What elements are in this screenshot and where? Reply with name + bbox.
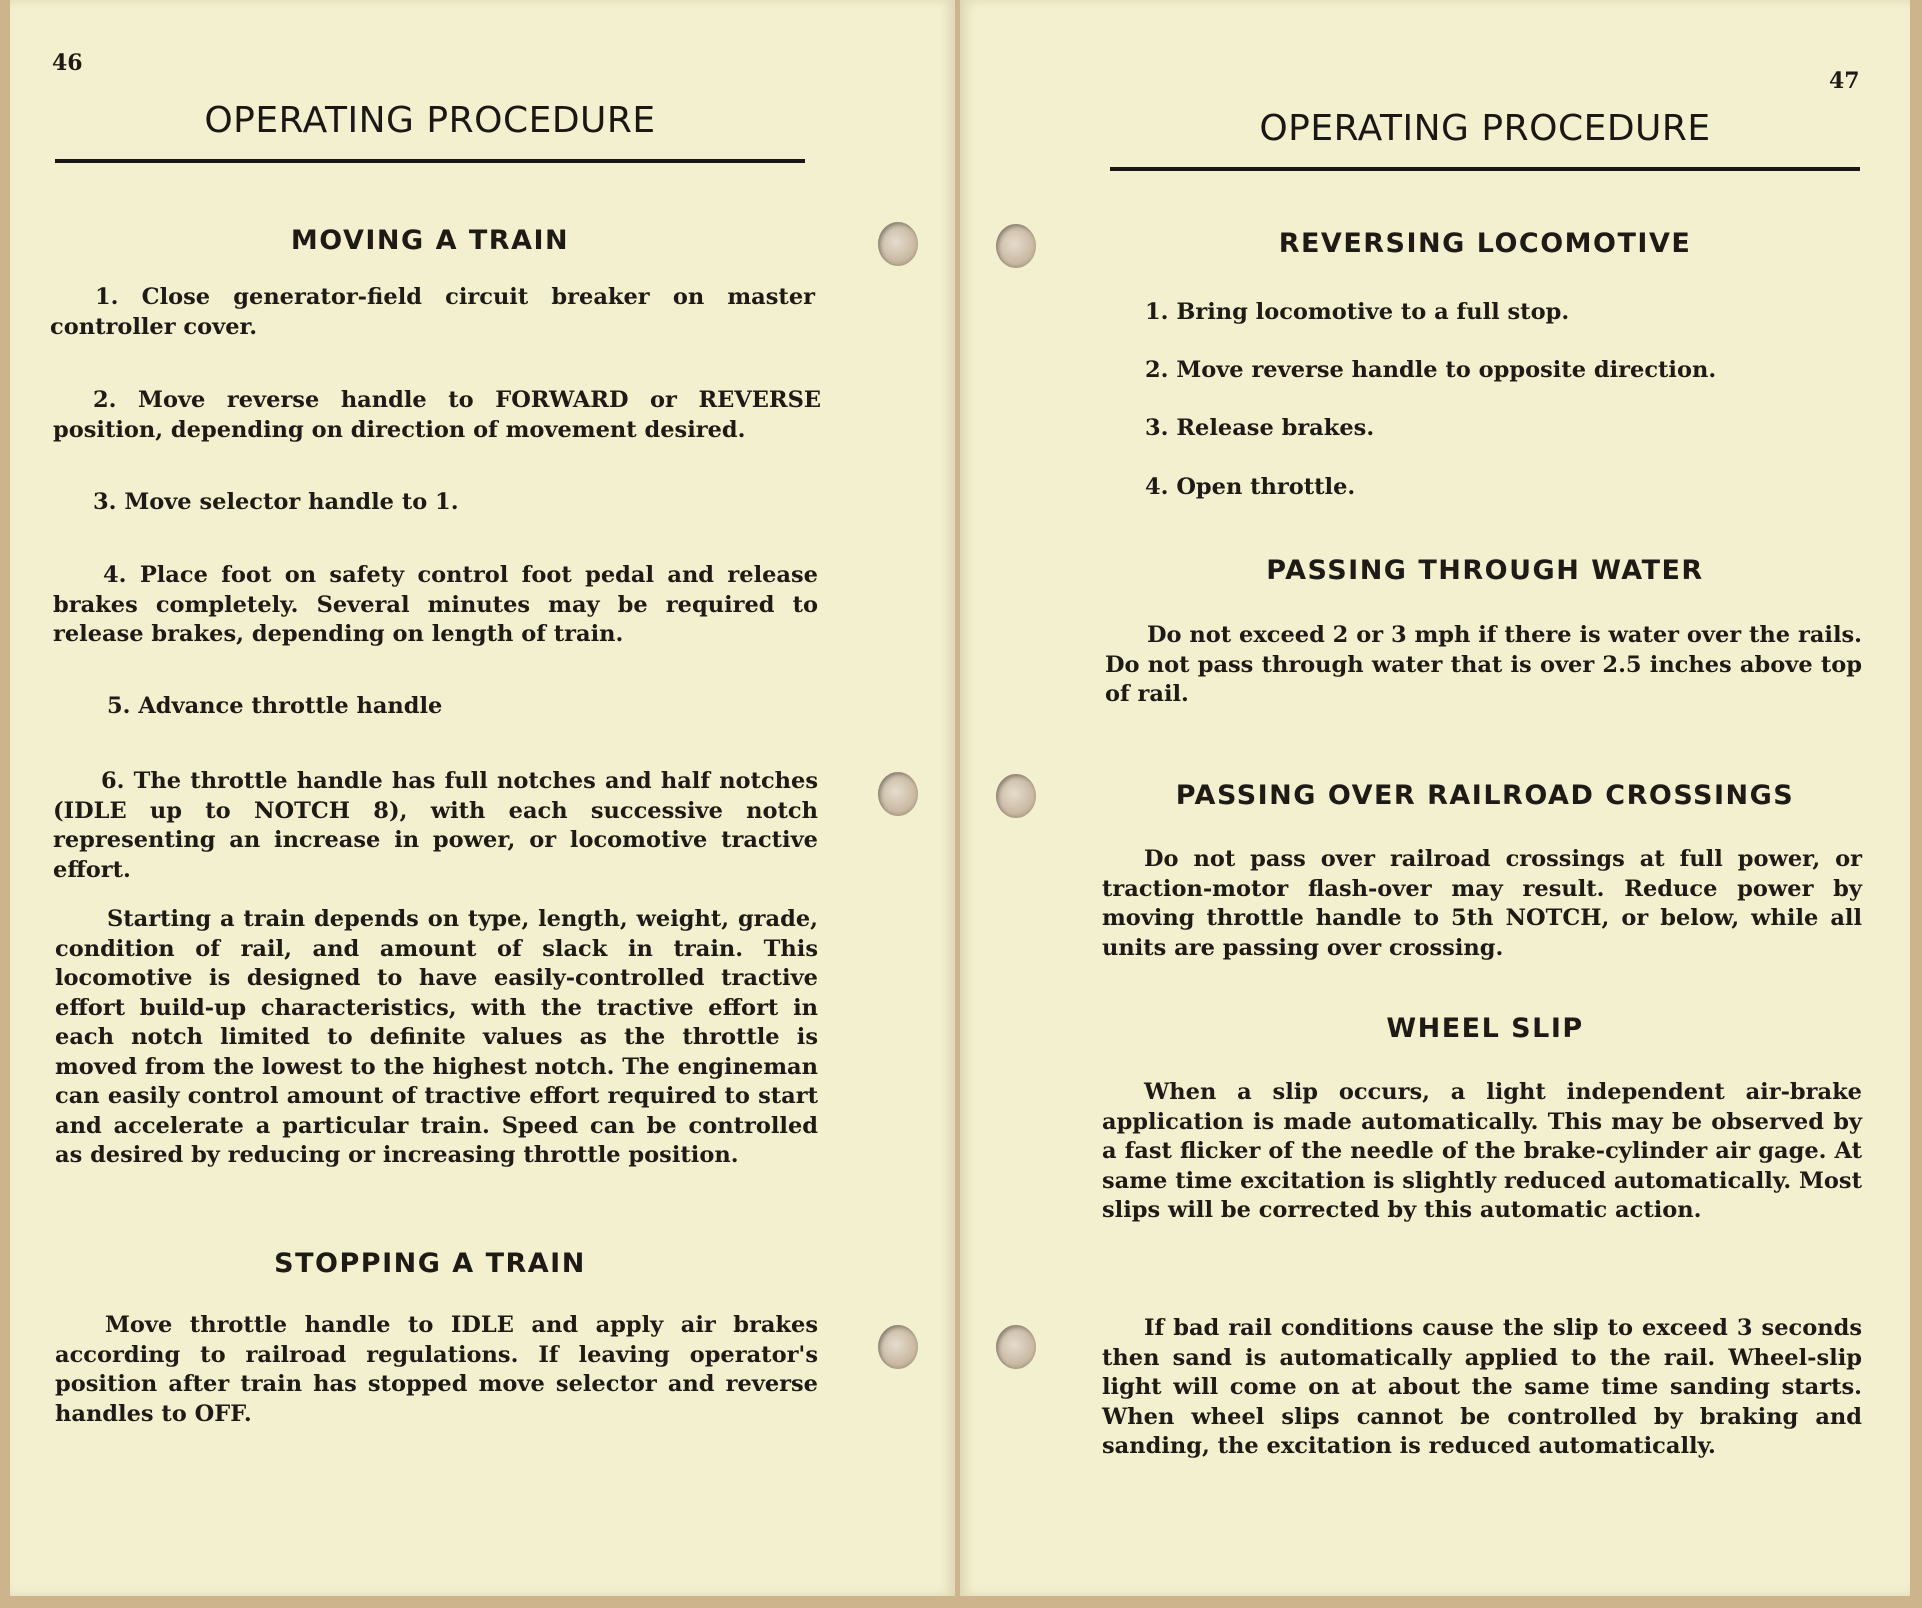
page-number: 46 — [52, 50, 83, 76]
reversing-step-3: 3. Release brakes. — [1145, 415, 1375, 441]
header-rule — [1110, 167, 1860, 171]
page-number: 47 — [1829, 68, 1860, 94]
section-title-wheel-slip: WHEEL SLIP — [1386, 1013, 1584, 1044]
right-page — [960, 0, 1910, 1596]
crossings-paragraph: Do not pass over railroad crossings at full power, or traction-motor flash-over may result. Reduce power by moving throttle handle to 5th NOTCH, or below, while all units are passing over crossing. — [1102, 846, 1862, 961]
moving-paragraph: Starting a train depends on type, length, weight, grade, condition of rail, and amount of slack in train. This locomotive is designed to have easily-controlled tractive effort build-up characteristics, with the tractive effort in each notch limited to definite values as the throttle is moved from the lowest to the highest notch. The engineman can easily control amount of tractive effort required to start and accelerate a particular train. Speed can be controlled as desired by reducing or increasing throttle position. — [55, 906, 818, 1168]
page-header — [55, 100, 805, 163]
stopping-paragraph: Move throttle handle to IDLE and apply air brakes according to railroad regulations. If leaving operator's position after train has stopped move selector and reverse handles to OFF. — [55, 1312, 818, 1427]
section-title-reversing-locomotive: REVERSING LOCOMOTIVE — [1278, 228, 1692, 259]
reversing-step-1: 1. Bring locomotive to a full stop. — [1145, 299, 1570, 325]
binder-hole — [878, 1325, 918, 1369]
header-rule — [55, 159, 805, 163]
step-3: 3. Move selector handle to 1. — [93, 489, 459, 515]
section-title-moving-a-train: MOVING A TRAIN — [290, 225, 570, 256]
binder-hole — [878, 772, 918, 816]
header-title: OPERATING PROCEDURE — [204, 100, 656, 141]
binder-hole — [996, 224, 1036, 268]
section-title-stopping-a-train: STOPPING A TRAIN — [274, 1248, 586, 1279]
wheelslip-paragraph-2: If bad rail conditions cause the slip to exceed 3 seconds then sand is automatically applied to the rail. Wheel-slip light will come on at about the same time sanding starts. When wheel slips cannot be controlled by braking and sanding, the excitation is reduced automatically. — [1102, 1315, 1862, 1459]
binder-hole — [878, 222, 918, 266]
water-paragraph: Do not exceed 2 or 3 mph if there is water over the rails. Do not pass through water that is over 2.5 inches above top of rail. — [1105, 622, 1862, 707]
section-title-passing-through-water: PASSING THROUGH WATER — [1266, 555, 1704, 586]
page-header — [1110, 108, 1860, 171]
step-4: 4. Place foot on safety control foot pedal and release brakes completely. Several minutes may be required to release brakes, depending on length of train. — [53, 562, 818, 647]
step-2: 2. Move reverse handle to FORWARD or REVERSE position, depending on direction of movement desired. — [53, 387, 821, 443]
reversing-step-4: 4. Open throttle. — [1145, 474, 1356, 500]
binder-hole — [996, 774, 1036, 818]
step-5: 5. Advance throttle handle — [107, 693, 443, 719]
step-6: 6. The throttle handle has full notches and half notches (IDLE up to NOTCH 8), with each successive notch representing an increase in power, or locomotive tractive effort. — [53, 768, 818, 883]
left-page — [10, 0, 955, 1596]
step-1: 1. Close generator-field circuit breaker on master controller cover. — [50, 284, 815, 340]
reversing-step-2: 2. Move reverse handle to opposite direction. — [1145, 357, 1717, 383]
binder-hole — [996, 1325, 1036, 1369]
section-title-passing-over-railroad-crossings: PASSING OVER RAILROAD CROSSINGS — [1175, 780, 1795, 811]
wheelslip-paragraph-1: When a slip occurs, a light independent air-brake application is made automatically. This may be observed by a fast flicker of the needle of the brake-cylinder air gage. At same time excitation is slightly reduced automatically. Most slips will be corrected by this automatic action. — [1102, 1079, 1862, 1223]
header-title: OPERATING PROCEDURE — [1259, 108, 1711, 149]
